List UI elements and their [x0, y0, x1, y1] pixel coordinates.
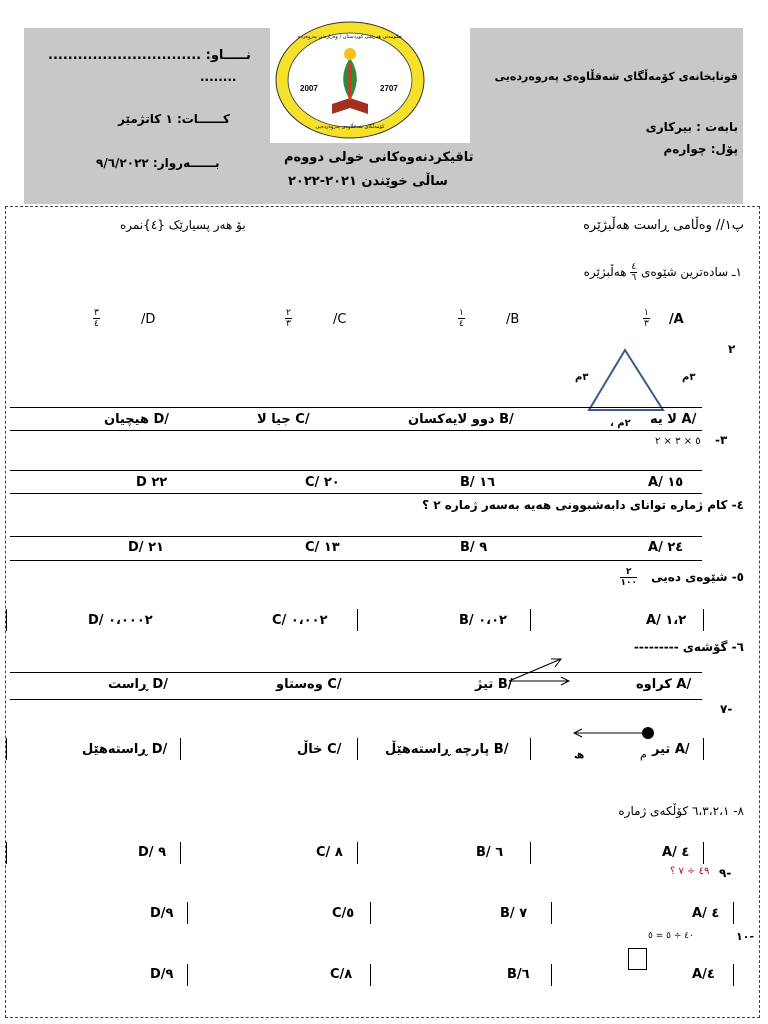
q8-option-b[interactable]: ٦ /B: [476, 845, 504, 860]
q1-option-c[interactable]: [285, 308, 346, 329]
q7-bar-b: [530, 738, 531, 760]
name-dots: ........: [200, 70, 237, 84]
q3-line-top: [10, 470, 702, 471]
q7-option-a[interactable]: /A تیر: [652, 742, 690, 757]
answer-box[interactable]: [628, 948, 647, 970]
q7-bar-a: [703, 738, 704, 760]
q4-option-c[interactable]: ١٣ /C: [305, 540, 340, 555]
q2-side-left: ٣م: [575, 372, 589, 383]
q1-frac-den: ٦: [631, 273, 637, 283]
q5-bar-b: [530, 609, 531, 631]
q9-option-a[interactable]: ٤ /A: [692, 906, 720, 921]
q5-option-d[interactable]: ٠،٠٠٠٢ /D: [88, 613, 153, 628]
q1-stem: ١ـ سادەترین شێوەی: [641, 265, 742, 279]
q8-option-c[interactable]: ٨ /C: [316, 845, 343, 860]
q2-line-top: [10, 407, 702, 408]
q6-line-bottom: [10, 699, 702, 700]
logo-bottom-text: کۆمەڵگای شەقڵاوەی پەروەردەیی: [315, 124, 385, 130]
q1-d-den: ٤: [94, 319, 99, 329]
ray-icon: [570, 724, 660, 742]
q5-option-c[interactable]: ٠،٠٠٢ /C: [272, 613, 328, 628]
q3-option-b[interactable]: ١٦ /B: [460, 475, 496, 490]
logo-ring-text: حکومەتی هەرێمی کوردستان / وەزارەتی پەروەردە: [298, 34, 402, 40]
q7-option-d[interactable]: /D ڕاستەهێل: [82, 742, 168, 757]
subject-label: بابەت : بیرکاری: [645, 120, 738, 134]
q9-expression: ٤٩ ÷ ٧ ؟: [670, 866, 710, 877]
logo-area: [270, 18, 470, 143]
q6-option-a[interactable]: /A کراوە: [636, 677, 692, 692]
q8-bar-b: [530, 842, 531, 864]
q4-text: ٤- کام ژمارە توانای دابەشبوونی هەیە بەسەر ژمارە ٢ ؟: [422, 498, 744, 512]
q8-text: ٨- ٦،٣،٢،١ کۆڵکەی ژمارە: [618, 804, 744, 818]
q7-bar-c: [357, 738, 358, 760]
name-label: نـــــاو: ...............................: [48, 48, 251, 63]
q1-a-den: ٣: [644, 319, 649, 329]
q4-option-a[interactable]: ٢٤ /A: [648, 540, 684, 555]
q1-a-num: ١: [644, 308, 649, 318]
grade-label: پۆل: چوارەم: [663, 142, 738, 156]
q5-text: [620, 567, 744, 588]
q9-bar-a: [733, 902, 734, 924]
q7-option-c[interactable]: /C خاڵ: [297, 742, 342, 757]
q7-number: -٧: [720, 702, 733, 716]
q6-option-d[interactable]: /D ڕاست: [108, 677, 168, 692]
q9-option-c[interactable]: ٥/C: [332, 906, 355, 921]
q10-bar-a: [733, 964, 734, 986]
q5-frac-num: ٢: [620, 567, 636, 578]
q1-option-a[interactable]: [643, 308, 684, 329]
q4-option-d[interactable]: ٢١ /D: [128, 540, 164, 555]
q1-b-den: ٤: [459, 319, 464, 329]
q3-line-bottom: [10, 493, 702, 494]
q8-option-a[interactable]: ٤ /A: [662, 845, 690, 860]
q10-option-d[interactable]: ٩/D: [150, 967, 174, 982]
logo-year-left: 2007: [300, 84, 318, 93]
q1-fraction: [630, 262, 637, 283]
q7-bar-left: [6, 738, 7, 760]
q9-bar-c: [370, 902, 371, 924]
q5-stem: ٥- شێوەی دەیی: [651, 570, 744, 584]
q10-option-a[interactable]: ٤/A: [692, 967, 715, 982]
q2-option-b[interactable]: /B دوو لایەکسان: [408, 412, 514, 427]
section-title: پ١// وەڵامی ڕاست هەڵبژێرە: [583, 218, 744, 233]
q3-option-d[interactable]: ٢٢ D: [136, 475, 168, 490]
q9-option-b[interactable]: ٧ /B: [500, 906, 528, 921]
q10-bar-b: [551, 964, 552, 986]
q9-number: -٩: [719, 866, 732, 880]
q1-b-num: ١: [459, 308, 464, 318]
q10-option-b[interactable]: ٦/B: [507, 967, 530, 982]
q3-option-c[interactable]: ٢٠ /C: [305, 475, 340, 490]
school-name: قوتابخانەی کۆمەڵگای شەقڵاوەی پەروەردەیی: [494, 70, 738, 83]
q3-number: ٣-: [715, 433, 728, 447]
q7-point-m: م: [640, 748, 647, 761]
q1-a-label: /A: [668, 312, 684, 327]
q10-expression: ٤٠ ÷ ٥ = ٥: [648, 931, 694, 941]
q5-bar-left: [6, 609, 7, 631]
q1-option-b[interactable]: [458, 308, 519, 329]
q5-bar-c: [357, 609, 358, 631]
q8-bar-d: [180, 842, 181, 864]
date-label: بــــــەروار: ٩/٦/٢٠٢٢: [96, 156, 220, 170]
q1-frac-num: ٤: [631, 262, 637, 272]
q7-bar-d: [180, 738, 181, 760]
q5-option-a[interactable]: ١،٢ /A: [646, 613, 687, 628]
q1-option-d[interactable]: [93, 308, 155, 329]
q6-line-top: [10, 672, 702, 673]
q8-bar-c: [357, 842, 358, 864]
q2-number: ٢: [728, 342, 736, 356]
q1-d-num: ٣: [94, 308, 99, 318]
q1-c-den: ٣: [286, 319, 291, 329]
q6-text: ٦- گۆشەی ---------: [633, 640, 744, 654]
q9-bar-b: [551, 902, 552, 924]
q3-expression: ٥ × ٣ × ٢: [655, 436, 701, 447]
school-logo-icon: [270, 18, 470, 143]
q2-line-bottom: [10, 430, 702, 431]
q2-option-c[interactable]: /C جیا لا: [257, 412, 310, 427]
q10-option-c[interactable]: ٨/C: [330, 967, 353, 982]
q5-option-b[interactable]: ٠،٠٢ /B: [459, 613, 507, 628]
q2-option-d[interactable]: /D هیچیان: [104, 412, 170, 427]
q5-fraction: [620, 567, 636, 588]
q7-option-b[interactable]: /B پارچە ڕاستەهێڵ: [385, 742, 509, 757]
q7-point-h: ھ: [574, 748, 585, 761]
q4-option-b[interactable]: ٩ /B: [460, 540, 488, 555]
q1-c-num: ٢: [286, 308, 291, 318]
time-label: کــــــات: ١ کاتژمێر: [118, 112, 230, 126]
q8-bar-left: [6, 842, 7, 864]
q8-option-d[interactable]: ٩ /D: [138, 845, 167, 860]
q6-option-b[interactable]: /B تیژ: [475, 677, 513, 692]
q4-line-bottom: [10, 560, 702, 561]
q2-option-a[interactable]: /A لا یە: [650, 412, 697, 427]
q2-side-bottom: ٢م ،: [610, 418, 631, 429]
q1-d-label: /D: [140, 312, 156, 327]
q10-number: -١٠: [736, 930, 755, 943]
logo-year-right: 2707: [380, 84, 398, 93]
q5-bar-a: [703, 609, 704, 631]
q1-text: [584, 262, 742, 283]
q8-bar-a: [703, 842, 704, 864]
q9-bar-d: [187, 902, 188, 924]
q4-line-top: [10, 536, 702, 537]
q5-frac-den: ١٠٠: [620, 578, 637, 588]
exam-title-line2: ساڵی خوێندن ٢٠٢١-٢٠٢٢: [288, 174, 448, 189]
section-marks: بۆ هەر پسیارێک {٤}نمرە: [120, 218, 246, 232]
q1-c-label: /C: [332, 312, 347, 327]
q1-suffix: هەڵبژێرە: [583, 265, 627, 279]
q10-bar-d: [187, 964, 188, 986]
q10-bar-c: [370, 964, 371, 986]
q2-side-right: ٣م: [682, 372, 696, 383]
q3-option-a[interactable]: ١٥ /A: [648, 475, 684, 490]
q1-b-label: /B: [505, 312, 520, 327]
q6-option-c[interactable]: /C وەستاو: [276, 677, 342, 692]
exam-title-line1: تاقیکردنەوەکانی خولی دووەم: [284, 150, 474, 165]
q9-option-d[interactable]: ٩/D: [150, 906, 174, 921]
triangle-icon: [585, 348, 665, 414]
